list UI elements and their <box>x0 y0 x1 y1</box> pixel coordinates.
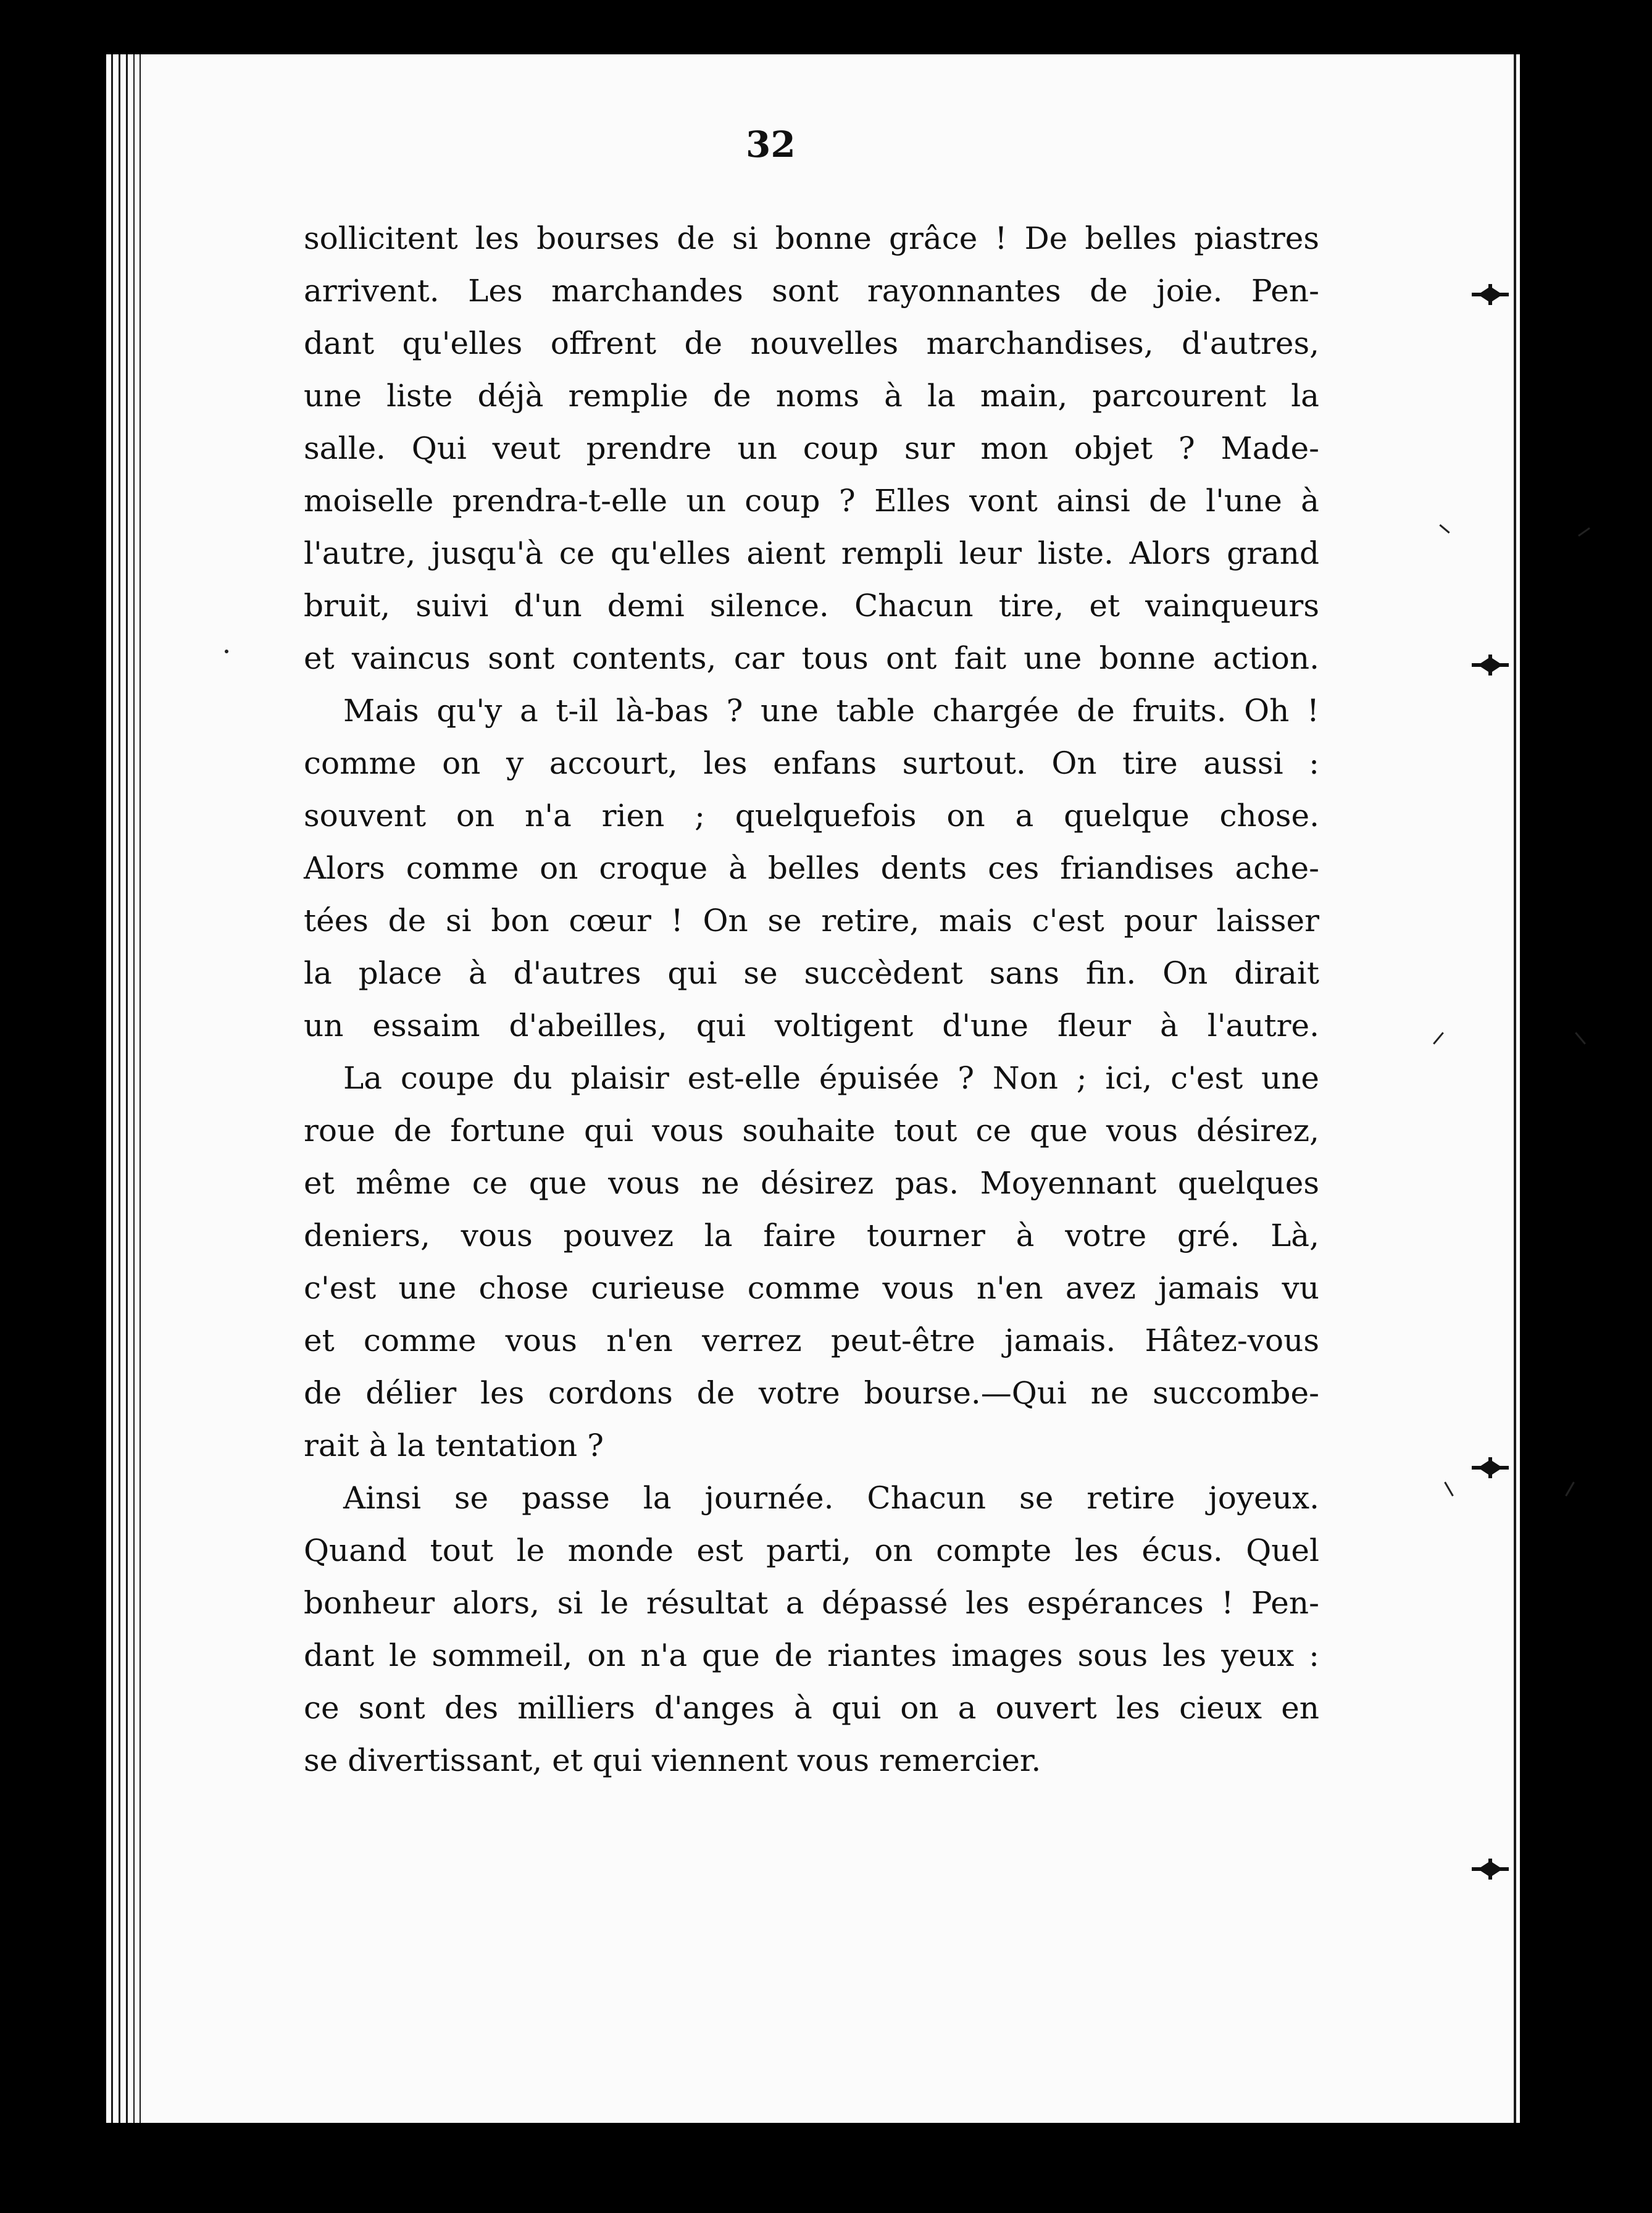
text-line: Quand tout le monde est parti, on compte les écus. Quel <box>304 1533 1319 1568</box>
scan-border-right <box>1520 0 1652 2213</box>
text-line: deniers, vous pouvez la faire tourner à votre gré. Là, <box>304 1218 1319 1253</box>
page-edge-line <box>111 54 113 2123</box>
text-line: moiselle prendra-t-elle un coup ? Elles vont ainsi de l'une à <box>304 483 1319 519</box>
binding-stitch-icon <box>1472 1859 1509 1880</box>
text-line: c'est une chose curieuse comme vous n'en avez jamais vu <box>304 1270 1319 1306</box>
page-number: 32 <box>746 123 796 165</box>
page-edge-line <box>126 54 128 2123</box>
text-line: comme on y accourt, les enfans surtout. On tire aussi : <box>304 745 1319 781</box>
text-line: arrivent. Les marchandes sont rayonnantes de joie. Pen- <box>304 273 1319 309</box>
text-line: souvent on n'a rien ; quelquefois on a quelque chose. <box>304 798 1319 834</box>
scan-border-top <box>0 0 1652 54</box>
text-line: une liste déjà remplie de noms à la main, parcourent la <box>304 378 1319 414</box>
text-line: salle. Qui veut prendre un coup sur mon objet ? Made- <box>304 430 1319 466</box>
text-line: dant qu'elles offrent de nouvelles marchandises, d'autres, <box>304 325 1319 361</box>
text-line: Ainsi se passe la journée. Chacun se retire joyeux. <box>343 1480 1319 1516</box>
scan-border-left <box>0 0 106 2213</box>
scan-speck <box>225 650 228 653</box>
text-line: rait à la tentation ? <box>304 1428 604 1463</box>
text-line: se divertissant, et qui viennent vous remercier. <box>304 1742 1041 1778</box>
text-line: de délier les cordons de votre bourse.—Qui ne succombe- <box>304 1375 1319 1411</box>
text-line: Mais qu'y a t-il là-bas ? une table chargée de fruits. Oh ! <box>343 693 1319 729</box>
text-line: La coupe du plaisir est-elle épuisée ? Non ; ici, c'est une <box>343 1060 1319 1096</box>
text-line: et vaincus sont contents, car tous ont fait une bonne action. <box>304 640 1319 676</box>
text-line: roue de fortune qui vous souhaite tout ce que vous désirez, <box>304 1113 1319 1148</box>
text-line: bruit, suivi d'un demi silence. Chacun tire, et vainqueurs <box>304 588 1319 624</box>
binding-stitch-icon <box>1472 1457 1509 1478</box>
text-line: et même ce que vous ne désirez pas. Moyennant quelques <box>304 1165 1319 1201</box>
page-edge-line <box>133 54 135 2123</box>
scan-border-bottom <box>0 2123 1652 2213</box>
binding-stitch-icon <box>1472 284 1509 305</box>
text-line: sollicitent les bourses de si bonne grâce ! De belles piastres <box>304 220 1319 256</box>
binding-stitch-icon <box>1472 655 1509 676</box>
binding-edge-line <box>1514 54 1516 2123</box>
text-line: un essaim d'abeilles, qui voltigent d'une fleur à l'autre. <box>304 1008 1319 1044</box>
page-edge-line <box>140 54 141 2123</box>
text-line: l'autre, jusqu'à ce qu'elles aient rempli leur liste. Alors grand <box>304 535 1319 571</box>
text-line: tées de si bon cœur ! On se retire, mais c'est pour laisser <box>304 903 1319 939</box>
text-line: la place à d'autres qui se succèdent sans fin. On dirait <box>304 955 1319 991</box>
text-line: bonheur alors, si le résultat a dépassé les espérances ! Pen- <box>304 1585 1319 1621</box>
text-line: dant le sommeil, on n'a que de riantes images sous les yeux : <box>304 1638 1319 1673</box>
text-line: Alors comme on croque à belles dents ces friandises ache- <box>304 850 1319 886</box>
page-edge-line <box>119 54 120 2123</box>
text-line: ce sont des milliers d'anges à qui on a ouvert les cieux en <box>304 1690 1319 1726</box>
text-line: et comme vous n'en verrez peut-être jamais. Hâtez-vous <box>304 1323 1319 1358</box>
